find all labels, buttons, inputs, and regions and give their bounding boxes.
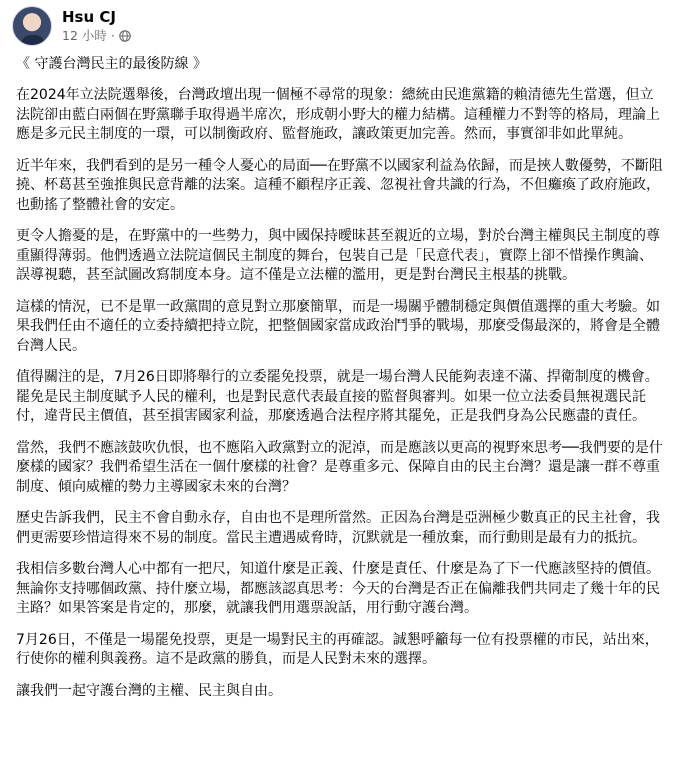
post-paragraph: 歷史告訴我們，民主不會自動永存，自由也不是理所當然。正因為台灣是亞洲極少數真正的民主社會，我們更需要珍惜這得來不易的制度。當民主遭遇威脅時，沉默就是一種放棄，而行動則是最有力的抵抗。 (16, 510, 660, 546)
post-paragraph: 7月26日，不僅是一場罷免投票，更是一場對民主的再確認。誠懇呼籲每一位有投票權的市民，站出來，行使你的權利與義務。這不是政黨的勝負，而是人民對未來的選擇。 (16, 631, 659, 667)
post-body (16, 54, 666, 701)
post-paragraph: 在2024年立法院選舉後，台灣政壇出現一個極不尋常的現象：總統由民進黨籍的賴清德先生當選，但立法院卻由藍白兩個在野黨聯手取得過半席次，形成朝小野大的權力結構。這種權力不對等的格局，理論上應是多元民主制度的一環，可以制衡政府、監督施政，讓政策更加完善。然而，事實卻非如此單純。 (16, 87, 660, 142)
post-paragraph: 近半年來，我們看到的是另一種令人憂心的局面──在野黨不以國家利益為依歸，而是挾人數優勢，不斷阻撓、杯葛甚至強推與民意背離的法案。這種不顧程序正義、忽視社會共識的行為，不但癱瘓了政府施政，也動搖了整體社會的安定。 (16, 157, 663, 213)
post-header (12, 6, 131, 46)
post-paragraph: 當然，我們不應該鼓吹仇恨，也不應陷入政黨對立的泥淖，而是應該以更高的視野來思考──我們要的是什麼樣的國家？我們希望生活在一個什麼樣的社會？是尊重多元、保障自由的民主台灣？還是讓一群不尊重制度、傾向威權的勢力主導國家未來的台灣？ (16, 439, 663, 495)
post-paragraph: 更令人擔憂的是，在野黨中的一些勢力，與中國保持曖昧甚至親近的立場，對於台灣主權與民主制度的尊重顯得薄弱。他們透過立法院這個民主制度的舞台，包裝自己是「民意代表」，實際上卻不惜操作輿論、誤導視聽，甚至試圖改寫制度本身。這不僅是立法權的濫用，更是對台灣民主根基的挑戰。 (16, 228, 660, 283)
timestamp-row (62, 28, 131, 44)
globe-icon[interactable] (119, 30, 131, 42)
post-paragraph: 讓我們一起守護台灣的主權、民主與自由。 (16, 682, 282, 699)
author-name[interactable]: Hsu CJ (62, 8, 116, 26)
meta-separator: · (110, 28, 115, 43)
post-meta (62, 8, 131, 44)
post-paragraph: 值得關注的是，7月26日即將舉行的立委罷免投票，就是一場台灣人民能夠表達不滿、捍衛制度的機會。罷免是民主制度賦予人民的權利，也是對民意代表最直接的監督與審判。如果一位立法委員無視選民託付，違背民主價值，甚至損害國家利益，那麼透過合法程序將其罷免，正是我們身為公民應盡的責任。 (16, 369, 659, 424)
post-paragraph: 我相信多數台灣人心中都有一把尺，知道什麼是正義、什麼是責任、什麼是為了下一代應該堅持的價值。無論你支持哪個政黨、持什麼立場，都應該認真思考：今天的台灣是否正在偏離我們共同走了幾十年的民主路？如果答案是肯定的，那麼，就讓我們用選票說話，用行動守護台灣。 (16, 561, 660, 616)
post-time[interactable]: 12 小時 (62, 28, 107, 43)
post-title: 《 守護台灣民主的最後防線 》 (16, 56, 207, 72)
avatar[interactable] (12, 6, 52, 46)
post-paragraph: 這樣的情況，已不是單一政黨間的意見對立那麼簡單，而是一場關乎體制穩定與價值選擇的重大考驗。如果我們任由不適任的立委持續把持立院，把整個國家當成政治鬥爭的戰場，那麼受傷最深的，將會是全體台灣人民。 (16, 298, 660, 354)
